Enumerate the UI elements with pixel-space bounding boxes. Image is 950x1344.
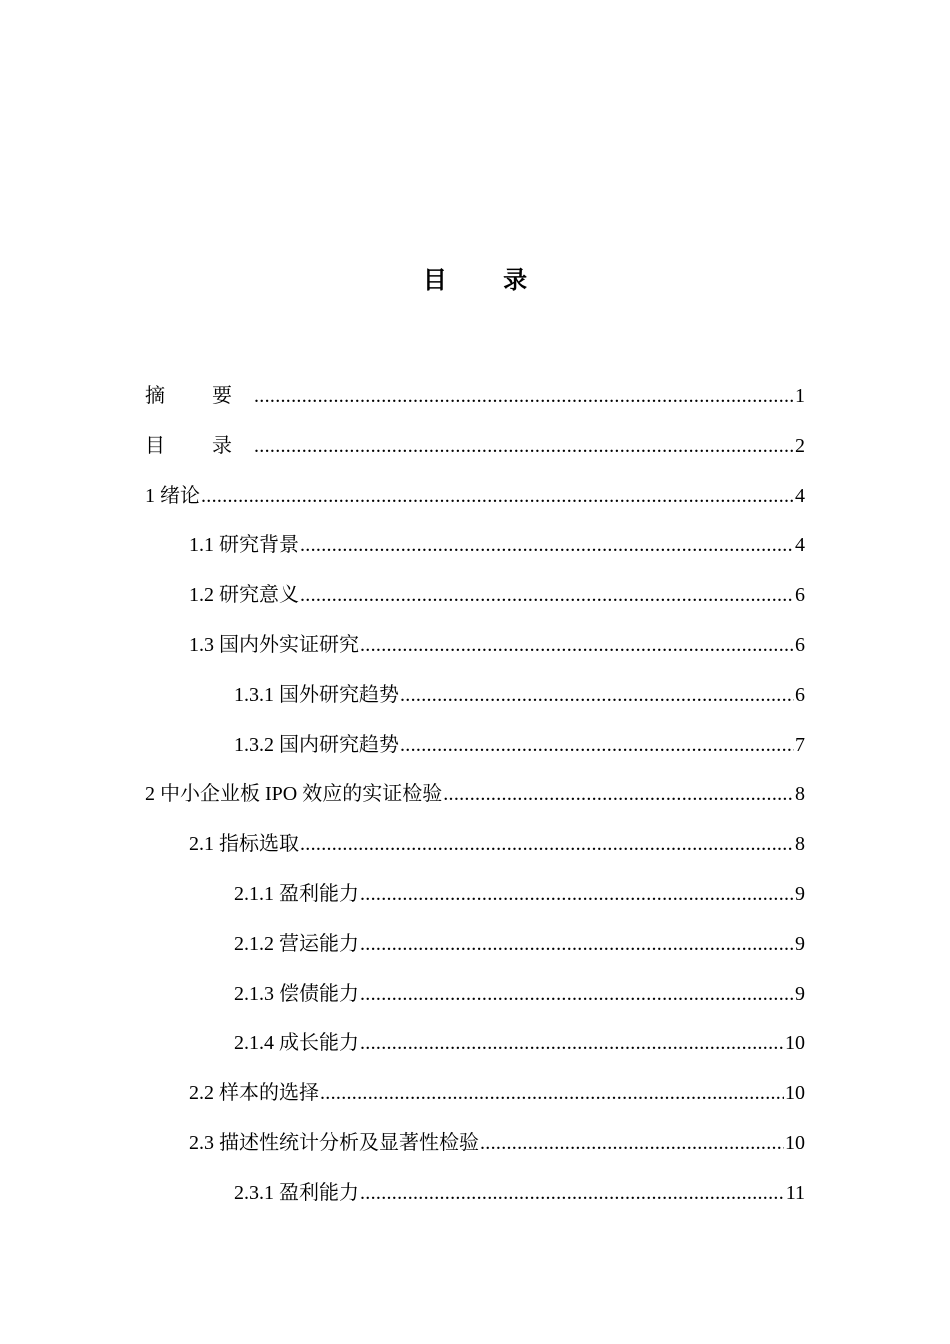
- toc-entry-label: 2.1.2 营运能力: [234, 932, 359, 955]
- toc-page-number: 10: [785, 1082, 805, 1105]
- toc-entry[interactable]: [145, 671, 805, 721]
- toc-entry[interactable]: [145, 870, 805, 920]
- toc-entry-label: 目 录: [145, 434, 253, 457]
- toc-dot-leader: [400, 721, 794, 771]
- toc-entry[interactable]: [145, 1069, 805, 1119]
- toc-entry[interactable]: [145, 820, 805, 870]
- toc-dot-leader: [300, 820, 794, 870]
- toc-entry[interactable]: [145, 571, 805, 621]
- table-of-contents: [145, 372, 805, 1219]
- toc-dot-leader: [320, 1069, 784, 1119]
- toc-entry[interactable]: [145, 920, 805, 970]
- toc-dot-leader: [360, 920, 794, 970]
- toc-dot-leader: [360, 1019, 784, 1069]
- toc-page-number: 9: [795, 882, 805, 905]
- toc-entry-label: 1.3 国内外实证研究: [189, 633, 359, 656]
- toc-page-number: 9: [795, 982, 805, 1005]
- toc-entry-label: 2.1.1 盈利能力: [234, 882, 359, 905]
- toc-page-number: 10: [785, 1032, 805, 1055]
- toc-entry-label: 1.3.1 国外研究趋势: [234, 683, 399, 706]
- toc-page-number: 7: [795, 733, 805, 756]
- toc-page-number: 6: [795, 584, 805, 607]
- toc-entry[interactable]: [145, 422, 805, 472]
- toc-entry[interactable]: [145, 1119, 805, 1169]
- toc-entry[interactable]: [145, 1169, 805, 1219]
- toc-page-number: 11: [785, 1181, 805, 1204]
- toc-page-number: 9: [795, 932, 805, 955]
- toc-dot-leader: [254, 372, 794, 422]
- toc-entry-label: 摘 要: [145, 385, 253, 407]
- toc-page-number: 4: [795, 534, 805, 557]
- toc-page-number: 8: [795, 833, 805, 856]
- toc-dot-leader: [360, 1169, 785, 1219]
- toc-entry[interactable]: [145, 521, 805, 571]
- toc-page-number: 4: [795, 484, 805, 507]
- toc-page-number: 2: [795, 434, 805, 457]
- page-title: 目 录: [422, 266, 552, 294]
- toc-entry-label: 1.2 研究意义: [189, 584, 299, 607]
- toc-entry[interactable]: [145, 770, 805, 820]
- toc-entry[interactable]: [145, 721, 805, 771]
- toc-entry[interactable]: [145, 472, 805, 522]
- toc-entry-label: 2.1.4 成长能力: [234, 1032, 359, 1055]
- toc-entry-label: 1 绪论: [145, 484, 200, 507]
- toc-page-number: 1: [795, 385, 805, 407]
- toc-entry[interactable]: [145, 372, 805, 422]
- toc-dot-leader: [300, 571, 794, 621]
- toc-entry[interactable]: [145, 621, 805, 671]
- toc-dot-leader: [254, 422, 794, 472]
- toc-entry-label: 2.2 样本的选择: [189, 1082, 319, 1105]
- toc-dot-leader: [360, 870, 794, 920]
- toc-dot-leader: [360, 970, 794, 1020]
- toc-entry-label: 2 中小企业板 IPO 效应的实证检验: [145, 783, 443, 806]
- toc-dot-leader: [480, 1119, 784, 1169]
- toc-dot-leader: [400, 671, 794, 721]
- toc-dot-leader: [300, 521, 794, 571]
- toc-entry[interactable]: [145, 970, 805, 1020]
- toc-page-number: 6: [795, 683, 805, 706]
- toc-page-number: 10: [785, 1131, 805, 1154]
- toc-entry-label: 2.3 描述性统计分析及显著性检验: [189, 1131, 479, 1154]
- toc-dot-leader: [443, 770, 794, 820]
- toc-entry-label: 2.1 指标选取: [189, 833, 299, 856]
- toc-entry-label: 1.3.2 国内研究趋势: [234, 733, 399, 756]
- toc-page-number: 8: [795, 783, 805, 806]
- toc-entry[interactable]: [145, 1019, 805, 1069]
- toc-page-number: 6: [795, 633, 805, 656]
- toc-dot-leader: [360, 621, 794, 671]
- toc-entry-label: 2.3.1 盈利能力: [234, 1181, 359, 1204]
- toc-dot-leader: [201, 472, 794, 522]
- toc-entry-label: 2.1.3 偿债能力: [234, 982, 359, 1005]
- toc-entry-label: 1.1 研究背景: [189, 534, 299, 557]
